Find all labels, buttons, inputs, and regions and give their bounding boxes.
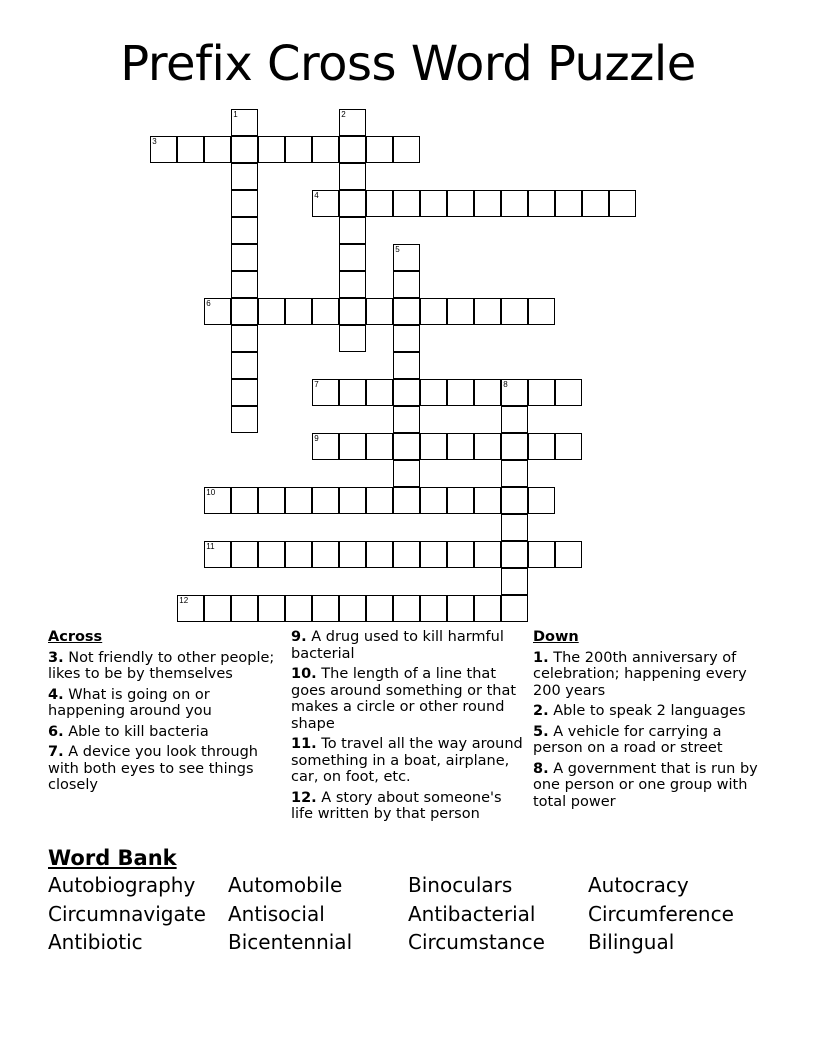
clue-text: A device you look through with both eyes to see things closely xyxy=(48,744,258,793)
grid-cell[interactable] xyxy=(447,595,474,622)
clue-across-6 xyxy=(48,724,278,741)
grid-cell[interactable] xyxy=(420,541,447,568)
grid-cell[interactable] xyxy=(312,595,339,622)
clue-text: Not friendly to other people; likes to be by themselves xyxy=(48,649,275,682)
word-bank-item: Circumnavigate xyxy=(48,901,206,926)
grid-cell[interactable] xyxy=(285,136,312,163)
word-bank-item: Autocracy xyxy=(588,873,689,897)
clue-number: 5. xyxy=(533,723,549,740)
grid-cell[interactable] xyxy=(339,190,366,217)
grid-cell[interactable] xyxy=(231,190,258,217)
grid-cell[interactable] xyxy=(366,595,393,622)
grid-cell[interactable] xyxy=(231,298,258,325)
cell-number: 12 xyxy=(179,596,189,606)
grid-cell[interactable] xyxy=(285,298,312,325)
grid-cell[interactable] xyxy=(339,379,366,406)
word-bank-item: Automobile xyxy=(228,873,343,897)
grid-cell[interactable] xyxy=(447,298,474,325)
grid-cell[interactable] xyxy=(231,244,258,271)
cell-number: 6 xyxy=(206,299,211,309)
grid-cell[interactable] xyxy=(393,487,420,514)
grid-cell[interactable] xyxy=(582,190,609,217)
grid-cell[interactable] xyxy=(366,379,393,406)
grid-cell[interactable] xyxy=(339,163,366,190)
grid-cell[interactable] xyxy=(474,298,501,325)
grid-cell[interactable] xyxy=(231,406,258,433)
clue-number: 1. xyxy=(533,649,549,666)
grid-cell[interactable] xyxy=(474,487,501,514)
grid-cell[interactable] xyxy=(339,109,366,136)
grid-cell[interactable] xyxy=(501,568,528,595)
grid-cell[interactable] xyxy=(312,433,339,460)
grid-cell[interactable] xyxy=(231,352,258,379)
grid-cell[interactable] xyxy=(285,595,312,622)
grid-cell[interactable] xyxy=(447,190,474,217)
cell-number: 1 xyxy=(233,110,238,120)
grid-cell[interactable] xyxy=(393,325,420,352)
grid-cell[interactable] xyxy=(609,190,636,217)
grid-cell[interactable] xyxy=(339,298,366,325)
grid-cell[interactable] xyxy=(231,487,258,514)
grid-cell[interactable] xyxy=(204,136,231,163)
grid-cell[interactable] xyxy=(258,487,285,514)
clue-down-1 xyxy=(533,650,765,700)
cell-number: 8 xyxy=(503,380,508,390)
grid-cell[interactable] xyxy=(258,136,285,163)
grid-cell[interactable] xyxy=(204,298,231,325)
grid-cell[interactable] xyxy=(339,325,366,352)
cell-number: 4 xyxy=(314,191,319,201)
grid-cell[interactable] xyxy=(393,541,420,568)
grid-cell[interactable] xyxy=(393,406,420,433)
cell-number: 2 xyxy=(341,110,346,120)
grid-cell[interactable] xyxy=(231,163,258,190)
grid-cell[interactable] xyxy=(258,541,285,568)
grid-cell[interactable] xyxy=(339,433,366,460)
grid-cell[interactable] xyxy=(528,379,555,406)
grid-cell[interactable] xyxy=(312,379,339,406)
clue-across-7 xyxy=(48,744,278,794)
clue-number: 8. xyxy=(533,760,549,777)
clue-across-11 xyxy=(291,736,523,786)
grid-cell[interactable] xyxy=(366,433,393,460)
clue-down-8 xyxy=(533,761,765,811)
grid-cell[interactable] xyxy=(555,541,582,568)
grid-cell[interactable] xyxy=(339,217,366,244)
clue-text: The 200th anniversary of celebration; happening every 200 years xyxy=(533,649,747,699)
clue-number: 7. xyxy=(48,744,64,760)
grid-cell[interactable] xyxy=(339,595,366,622)
grid-cell[interactable] xyxy=(366,487,393,514)
grid-cell[interactable] xyxy=(501,514,528,541)
grid-cell[interactable] xyxy=(474,433,501,460)
grid-cell[interactable] xyxy=(501,595,528,622)
grid-cell[interactable] xyxy=(339,541,366,568)
grid-cell[interactable] xyxy=(312,136,339,163)
grid-cell[interactable] xyxy=(339,136,366,163)
grid-cell[interactable] xyxy=(177,136,204,163)
cell-number: 5 xyxy=(395,245,400,255)
grid-cell[interactable] xyxy=(231,271,258,298)
grid-cell[interactable] xyxy=(474,379,501,406)
clue-number: 3. xyxy=(48,649,64,666)
grid-cell[interactable] xyxy=(420,379,447,406)
grid-cell[interactable] xyxy=(501,298,528,325)
clue-number: 6. xyxy=(48,723,64,740)
clue-text: Able to kill bacteria xyxy=(68,723,209,740)
grid-cell[interactable] xyxy=(528,487,555,514)
grid-cell[interactable] xyxy=(312,298,339,325)
grid-cell[interactable] xyxy=(393,244,420,271)
grid-cell[interactable] xyxy=(474,595,501,622)
clue-number: 2. xyxy=(533,703,549,719)
grid-cell[interactable] xyxy=(231,109,258,136)
clue-across-10 xyxy=(291,666,523,732)
crossword-grid xyxy=(151,110,691,630)
clue-text: Able to speak 2 languages xyxy=(553,703,746,719)
across-clues-column-2 xyxy=(291,629,523,827)
word-bank-item: Antibiotic xyxy=(48,930,143,954)
page-title: Prefix Cross Word Puzzle xyxy=(120,36,696,92)
grid-cell[interactable] xyxy=(420,190,447,217)
grid-cell[interactable] xyxy=(393,595,420,622)
grid-cell[interactable] xyxy=(285,487,312,514)
grid-cell[interactable] xyxy=(366,136,393,163)
grid-cell[interactable] xyxy=(501,487,528,514)
down-clues-column xyxy=(533,629,765,814)
grid-cell[interactable] xyxy=(474,541,501,568)
cell-number: 10 xyxy=(206,488,216,498)
grid-cell[interactable] xyxy=(420,595,447,622)
grid-cell[interactable] xyxy=(231,541,258,568)
grid-cell[interactable] xyxy=(420,298,447,325)
grid-cell[interactable] xyxy=(231,217,258,244)
clue-across-9 xyxy=(291,629,523,662)
clue-across-12 xyxy=(291,790,523,823)
cell-number: 11 xyxy=(206,542,215,552)
grid-cell[interactable] xyxy=(231,379,258,406)
word-bank-item: Antisocial xyxy=(228,901,325,926)
word-bank-item: Binoculars xyxy=(408,873,513,897)
grid-cell[interactable] xyxy=(555,190,582,217)
grid-cell[interactable] xyxy=(420,487,447,514)
grid-cell[interactable] xyxy=(231,325,258,352)
grid-cell[interactable] xyxy=(501,460,528,487)
grid-cell[interactable] xyxy=(366,541,393,568)
grid-cell[interactable] xyxy=(501,406,528,433)
cell-number: 3 xyxy=(152,137,157,147)
grid-cell[interactable] xyxy=(393,190,420,217)
clue-text: A government that is run by one person or one group with total power xyxy=(533,760,758,810)
clue-number: 12. xyxy=(291,789,317,806)
word-bank-item: Circumference xyxy=(588,901,734,926)
clue-number: 9. xyxy=(291,629,307,645)
grid-cell[interactable] xyxy=(393,136,420,163)
grid-cell[interactable] xyxy=(447,541,474,568)
grid-cell[interactable] xyxy=(447,433,474,460)
clue-text: To travel all the way around something in a boat, airplane, car, on foot, etc. xyxy=(291,736,523,785)
word-bank-list xyxy=(48,871,788,957)
grid-cell[interactable] xyxy=(231,136,258,163)
grid-cell[interactable] xyxy=(555,433,582,460)
grid-cell[interactable] xyxy=(528,190,555,217)
grid-cell[interactable] xyxy=(204,487,231,514)
grid-cell[interactable] xyxy=(501,541,528,568)
clue-number: 10. xyxy=(291,666,317,682)
clue-across-3 xyxy=(48,650,278,683)
grid-cell[interactable] xyxy=(204,541,231,568)
clue-number: 11. xyxy=(291,736,317,752)
grid-cell[interactable] xyxy=(501,190,528,217)
word-bank-title: Word Bank xyxy=(48,846,177,870)
grid-cell[interactable] xyxy=(285,541,312,568)
clue-number: 4. xyxy=(48,686,64,703)
grid-cell[interactable] xyxy=(393,298,420,325)
across-heading: Across xyxy=(48,629,103,645)
grid-cell[interactable] xyxy=(555,379,582,406)
grid-cell[interactable] xyxy=(366,190,393,217)
grid-cell[interactable] xyxy=(501,379,528,406)
grid-cell[interactable] xyxy=(393,433,420,460)
grid-cell[interactable] xyxy=(447,379,474,406)
grid-cell[interactable] xyxy=(258,298,285,325)
grid-cell[interactable] xyxy=(339,271,366,298)
clue-text: A story about someone's life written by that person xyxy=(291,789,502,822)
grid-cell[interactable] xyxy=(528,541,555,568)
grid-cell[interactable] xyxy=(177,595,204,622)
cell-number: 9 xyxy=(314,434,319,444)
word-bank-item: Circumstance xyxy=(408,930,545,954)
grid-cell[interactable] xyxy=(393,352,420,379)
grid-cell[interactable] xyxy=(258,595,285,622)
grid-cell[interactable] xyxy=(312,487,339,514)
clue-across-4 xyxy=(48,687,278,720)
grid-cell[interactable] xyxy=(150,136,177,163)
word-bank-item: Bicentennial xyxy=(228,930,353,954)
grid-cell[interactable] xyxy=(501,433,528,460)
clue-text: The length of a line that goes around something or that makes a circle or other round shape xyxy=(291,666,517,732)
clue-text: What is going on or happening around you xyxy=(48,686,212,719)
clue-text: A vehicle for carrying a person on a road or street xyxy=(533,723,723,756)
grid-cell[interactable] xyxy=(447,487,474,514)
grid-cell[interactable] xyxy=(528,433,555,460)
clue-text: A drug used to kill harmful bacterial xyxy=(291,629,504,662)
across-clues-column-1 xyxy=(48,629,278,798)
grid-cell[interactable] xyxy=(312,541,339,568)
word-bank-item: Bilingual xyxy=(588,930,675,954)
grid-cell[interactable] xyxy=(366,298,393,325)
word-bank-item: Autobiography xyxy=(48,873,196,897)
down-heading: Down xyxy=(533,629,579,645)
grid-cell[interactable] xyxy=(231,595,258,622)
grid-cell[interactable] xyxy=(393,379,420,406)
grid-cell[interactable] xyxy=(339,244,366,271)
grid-cell[interactable] xyxy=(420,433,447,460)
grid-cell[interactable] xyxy=(339,487,366,514)
grid-cell[interactable] xyxy=(393,460,420,487)
word-bank-item: Antibacterial xyxy=(408,901,536,926)
grid-cell[interactable] xyxy=(312,190,339,217)
grid-cell[interactable] xyxy=(474,190,501,217)
grid-cell[interactable] xyxy=(204,595,231,622)
clue-down-5 xyxy=(533,724,765,757)
clue-down-2 xyxy=(533,703,765,720)
grid-cell[interactable] xyxy=(393,271,420,298)
grid-cell[interactable] xyxy=(528,298,555,325)
word-bank xyxy=(48,845,788,957)
cell-number: 7 xyxy=(314,380,319,390)
